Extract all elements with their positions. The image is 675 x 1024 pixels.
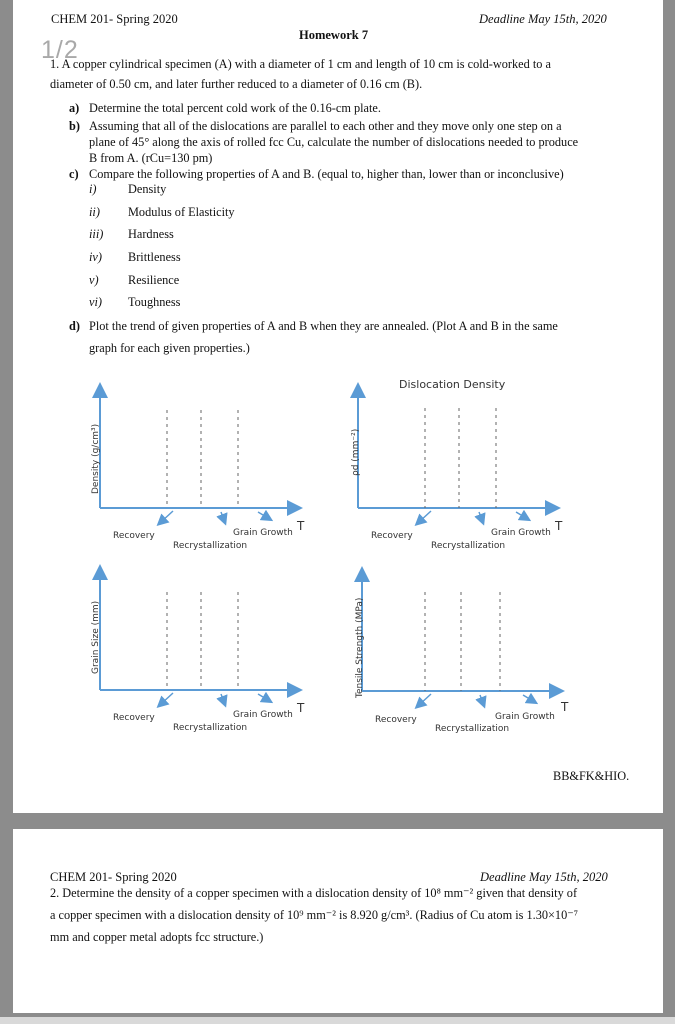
grain-growth-label: Grain Growth (233, 710, 293, 720)
c-item-num: iii) (89, 227, 104, 241)
grain-growth-label: Grain Growth (233, 528, 293, 538)
document-page-1 (13, 0, 663, 813)
document-page-2 (13, 829, 663, 1013)
t-axis-label: T (297, 701, 305, 715)
question-2-line-1: 2. Determine the density of a copper specimen with a dislocation density of 10⁸ mm⁻² given that density of (50, 886, 578, 900)
page-number-overlay: 1/2 (41, 36, 79, 64)
part-d-label: d) (69, 319, 80, 333)
recrystallization-label: Recrystallization (173, 541, 248, 551)
recovery-label: Recovery (371, 531, 413, 541)
course-header: CHEM 201- Spring 2020 (51, 12, 178, 26)
part-c-label: c) (69, 167, 79, 181)
c-item-text: Resilience (128, 273, 180, 287)
question-1-line-1: 1. A copper cylindrical specimen (A) with a diameter of 1 cm and length of 10 cm is cold-worked to a (50, 57, 551, 71)
graph-dislocation-density (331, 374, 611, 558)
c-item-num: ii) (89, 205, 100, 219)
c-item-text: Brittleness (128, 250, 181, 264)
y-axis-label: Grain Size (mm) (91, 600, 101, 674)
grain-growth-label: Grain Growth (491, 528, 551, 538)
y-axis-label: Density (g/cm³) (91, 423, 101, 494)
graph-axes (73, 378, 333, 558)
deadline-header: Deadline May 15th, 2020 (479, 12, 607, 26)
recrystallization-label: Recrystallization (431, 541, 506, 551)
course-header: CHEM 201- Spring 2020 (50, 870, 177, 884)
c-item-num: vi) (89, 295, 102, 309)
y-axis-label: ρd (mm⁻²) (351, 428, 361, 476)
c-item-num: iv) (89, 250, 102, 264)
y-axis-label: Tensile Strength (MPa) (355, 597, 365, 698)
part-b-line-1: Assuming that all of the dislocations are parallel to each other and they move only one step on a (89, 119, 562, 133)
grain-growth-label: Grain Growth (495, 712, 555, 722)
homework-title: Homework 7 (299, 28, 369, 42)
graph-density (73, 378, 333, 558)
t-axis-label: T (297, 519, 305, 533)
c-item-num: i) (89, 182, 97, 196)
part-b-line-3: B from A. (rCu=130 pm) (89, 151, 213, 165)
question-2-line-2: a copper specimen with a dislocation density of 10⁹ mm⁻² is 8.920 g/cm³. (Radius of Cu atom is 1.30×10⁻⁷ (50, 908, 579, 922)
c-item-text: Modulus of Elasticity (128, 205, 235, 219)
recovery-label: Recovery (113, 713, 155, 723)
t-axis-label: T (561, 700, 569, 714)
question-1-line-2: diameter of 0.50 cm, and later further reduced to a diameter of 0.16 cm (B). (50, 77, 423, 91)
graph-axes (73, 562, 333, 742)
recovery-label: Recovery (113, 531, 155, 541)
part-c-text: Compare the following properties of A and B. (equal to, higher than, lower than or inconclusive) (89, 167, 564, 181)
t-axis-label: T (555, 519, 563, 533)
recrystallization-label: Recrystallization (435, 724, 510, 734)
recrystallization-label: Recrystallization (173, 723, 248, 733)
c-item-text: Hardness (128, 227, 174, 241)
recovery-label: Recovery (375, 715, 417, 725)
deadline-header: Deadline May 15th, 2020 (480, 870, 608, 884)
author-signature: BB&FK&HIO. (553, 769, 630, 783)
c-item-text: Toughness (128, 295, 181, 309)
c-item-num: v) (89, 273, 99, 287)
graph-title: Dislocation Density (399, 378, 506, 391)
part-a-text: Determine the total percent cold work of the 0.16-cm plate. (89, 101, 381, 115)
part-a-label: a) (69, 101, 80, 115)
part-b-label: b) (69, 119, 80, 133)
part-b-line-2: plane of 45° along the axis of rolled fcc Cu, calculate the number of dislocations needed to produce (89, 135, 579, 149)
part-d-line-1: Plot the trend of given properties of A and B when they are annealed. (Plot A and B in the same (89, 319, 558, 333)
viewer-bottom-strip (0, 1017, 675, 1024)
question-2-line-3: mm and copper metal adopts fcc structure.) (50, 930, 264, 944)
graph-tensile-strength (335, 566, 615, 746)
c-item-text: Density (128, 182, 167, 196)
part-d-line-2: graph for each given properties.) (89, 341, 250, 355)
graph-grain-size (73, 562, 333, 742)
